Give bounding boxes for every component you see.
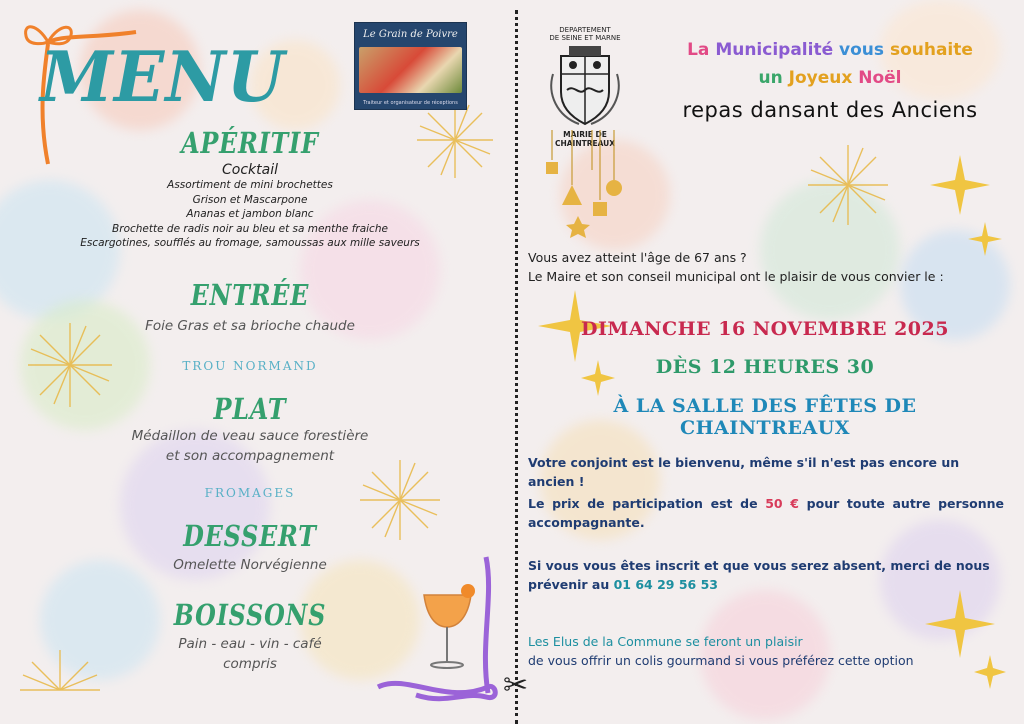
price-text-before: Le prix de participation est de	[528, 496, 766, 511]
greeting-word: souhaite	[889, 40, 973, 60]
caterer-logo	[354, 22, 467, 110]
elus-line-2: de vous offrir un colis gourmand si vous préférez cette option	[528, 653, 914, 668]
trou-normand	[0, 359, 500, 373]
hanging-ornaments-icon	[538, 130, 648, 240]
spouse-note: Votre conjoint est le bienvenu, même s'il n'est pas encore un ancien !	[528, 455, 960, 489]
entree-section	[0, 278, 500, 336]
entree-item: Foie Gras et sa brioche chaude	[145, 318, 355, 334]
greeting-line-1	[680, 36, 980, 64]
event-subtitle: repas dansant des Anciens	[682, 98, 978, 122]
greeting-word: Municipalité	[715, 40, 840, 60]
absence-note	[528, 556, 1004, 594]
cut-line	[515, 10, 518, 724]
boissons-line: Pain - eau - vin - café	[178, 636, 322, 652]
phone-number: 01 64 29 56 53	[613, 577, 718, 592]
greeting-word: Joyeux	[788, 68, 859, 88]
absence-text: Si vous vous êtes inscrit et que vous serez absent, merci de nous prévenir au	[528, 558, 990, 592]
scissors-icon: ✂	[503, 668, 529, 703]
cocktail-glass-icon	[376, 555, 506, 705]
trou-normand-label: TROU NORMAND	[182, 359, 318, 373]
price-value: 50 €	[765, 496, 799, 511]
plat-line: Médaillon de veau sauce forestière	[131, 428, 369, 444]
elus-note	[528, 632, 1004, 670]
greeting-word: vous	[839, 40, 890, 60]
greeting-word: un	[758, 68, 789, 88]
caterer-tagline: Traiteur et organisateur de réceptions	[363, 100, 458, 106]
plat-section	[0, 392, 500, 466]
crest-dept-line: DEPARTEMENT	[559, 26, 611, 34]
invite-line: Le Maire et son conseil municipal ont le plaisir de vous convier le :	[528, 269, 944, 284]
greeting-word: Noël	[858, 68, 902, 88]
plat-heading: PLAT	[213, 392, 287, 426]
cocktail-label: Cocktail	[222, 162, 278, 178]
mairie-name: MAIRIE DE CHAINTREAUX	[554, 130, 616, 148]
age-line: Vous avez atteint l'âge de 67 ans ?	[528, 250, 747, 265]
aperitif-item: Grison et Mascarpone	[192, 193, 308, 206]
dessert-heading: DESSERT	[183, 519, 317, 553]
event-place: À LA SALLE DES FÊTES DE CHAINTREAUX	[613, 395, 917, 439]
sparkle-star-icon	[930, 155, 990, 215]
aperitif-section	[0, 126, 500, 251]
aperitif-item: Escargotines, soufflés au fromage, samoussas aux mille saveurs	[80, 237, 420, 249]
plat-line: et son accompagnement	[165, 448, 335, 464]
price-note	[528, 494, 1004, 532]
coat-of-arms-icon	[539, 44, 631, 128]
greeting-word: La	[687, 40, 716, 60]
fromages-label: FROMAGES	[204, 486, 296, 500]
greeting-line-2	[680, 64, 980, 92]
intro-text	[528, 248, 1004, 286]
elus-line-1: Les Elus de la Commune se feront un plaisir	[528, 634, 803, 649]
event-date: DIMANCHE 16 NOVEMBRE 2025	[581, 318, 949, 340]
aperitif-item: Ananas et jambon blanc	[186, 208, 314, 220]
entree-heading: ENTRÉE	[190, 278, 310, 312]
event-time: DÈS 12 HEURES 30	[655, 356, 875, 378]
aperitif-item: Brochette de radis noir au bleu et sa menthe fraiche	[112, 222, 388, 235]
menu-title: MENU	[40, 36, 286, 118]
christmas-greeting	[680, 36, 980, 92]
dessert-item: Omelette Norvégienne	[173, 557, 327, 573]
caterer-name: Le Grain de Poivre	[363, 29, 458, 40]
aperitif-heading: APÉRITIF	[181, 126, 319, 160]
crest-dept-line: DE SEINE ET MARNE	[549, 34, 621, 42]
boissons-heading: BOISSONS	[173, 598, 327, 632]
aperitif-item: Assortiment de mini brochettes	[167, 179, 333, 191]
firework-icon	[808, 145, 888, 225]
price-text-after: pour toute autre personne accompagnante.	[528, 496, 1004, 530]
caterer-photo	[359, 47, 462, 93]
fromages	[0, 486, 500, 500]
boissons-line: compris	[223, 656, 277, 672]
